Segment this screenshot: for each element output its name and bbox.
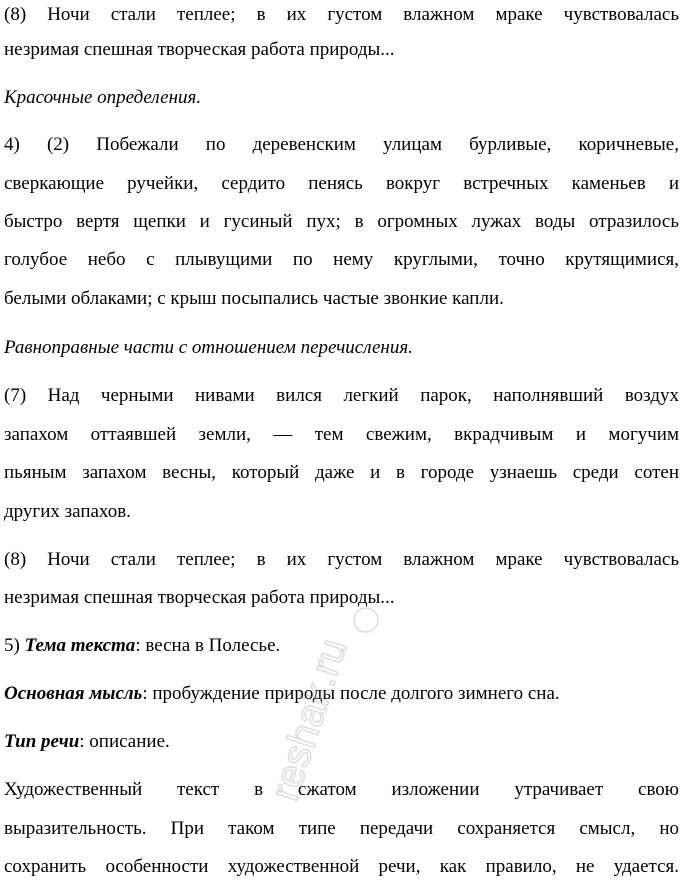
text-line: других запахов.: [4, 501, 131, 522]
main-idea-text: : пробуждение природы после долгого зимнего сна.: [142, 683, 560, 704]
text-line: пьяным запахом весны, который даже и в городе узнаешь среди сотен: [4, 462, 679, 483]
watermark-text: reshak.ru: [262, 633, 356, 806]
text-line: выразительность. При таком типе передачи сохраняется смысл, но: [4, 818, 679, 839]
theme-text: : весна в Полесье.: [135, 635, 281, 656]
theme-label: Тема текста: [24, 635, 136, 656]
watermark-circle-icon: [354, 608, 378, 632]
main-idea-label: Основная мысль: [4, 683, 143, 704]
text-line: запахом оттаявшей земли, — тем свежим, вкрадчивым и могучим: [4, 424, 679, 445]
section-note: Равноправные части с отношением перечисления.: [4, 337, 413, 358]
theme-line: [4, 634, 679, 658]
text-line: Художественный текст в сжатом изложении утрачивает свою: [4, 779, 679, 800]
theme-prefix: 5): [4, 635, 25, 656]
text-line: белыми облаками; с крыш посыпались частые звонкие капли.: [4, 288, 504, 309]
speech-type-label: Тип речи: [4, 731, 80, 752]
text-line: незримая спешная творческая работа природы...: [4, 587, 395, 608]
text-line: (8) Ночи стали теплее; в их густом влажном мраке чувствовалась: [4, 4, 679, 25]
text-line: быстро вертя щепки и гусиный пух; в огромных лужах воды отразилось: [4, 211, 679, 232]
text-line: 4) (2) Побежали по деревенским улицам бурливые, коричневые,: [4, 134, 679, 155]
speech-type-text: : описание.: [79, 731, 170, 752]
section-note: Красочные определения.: [4, 87, 202, 108]
main-idea-line: [4, 682, 679, 706]
text-line: сверкающие ручейки, сердито пенясь вокруг встречных каменьев и: [4, 173, 679, 194]
text-line: голубое небо с плывущими по нему круглыми, точно крутящимися,: [4, 249, 679, 270]
text-line: незримая спешная творческая работа природы...: [4, 39, 395, 60]
text-line: (7) Над черными нивами вился легкий парок, наполнявший воздух: [4, 385, 679, 406]
text-line: (8) Ночи стали теплее; в их густом влажном мраке чувствовалась: [4, 549, 679, 570]
text-line: сохранить особенности художественной речи, как правило, не удается.: [4, 856, 679, 877]
speech-type-line: [4, 730, 679, 754]
